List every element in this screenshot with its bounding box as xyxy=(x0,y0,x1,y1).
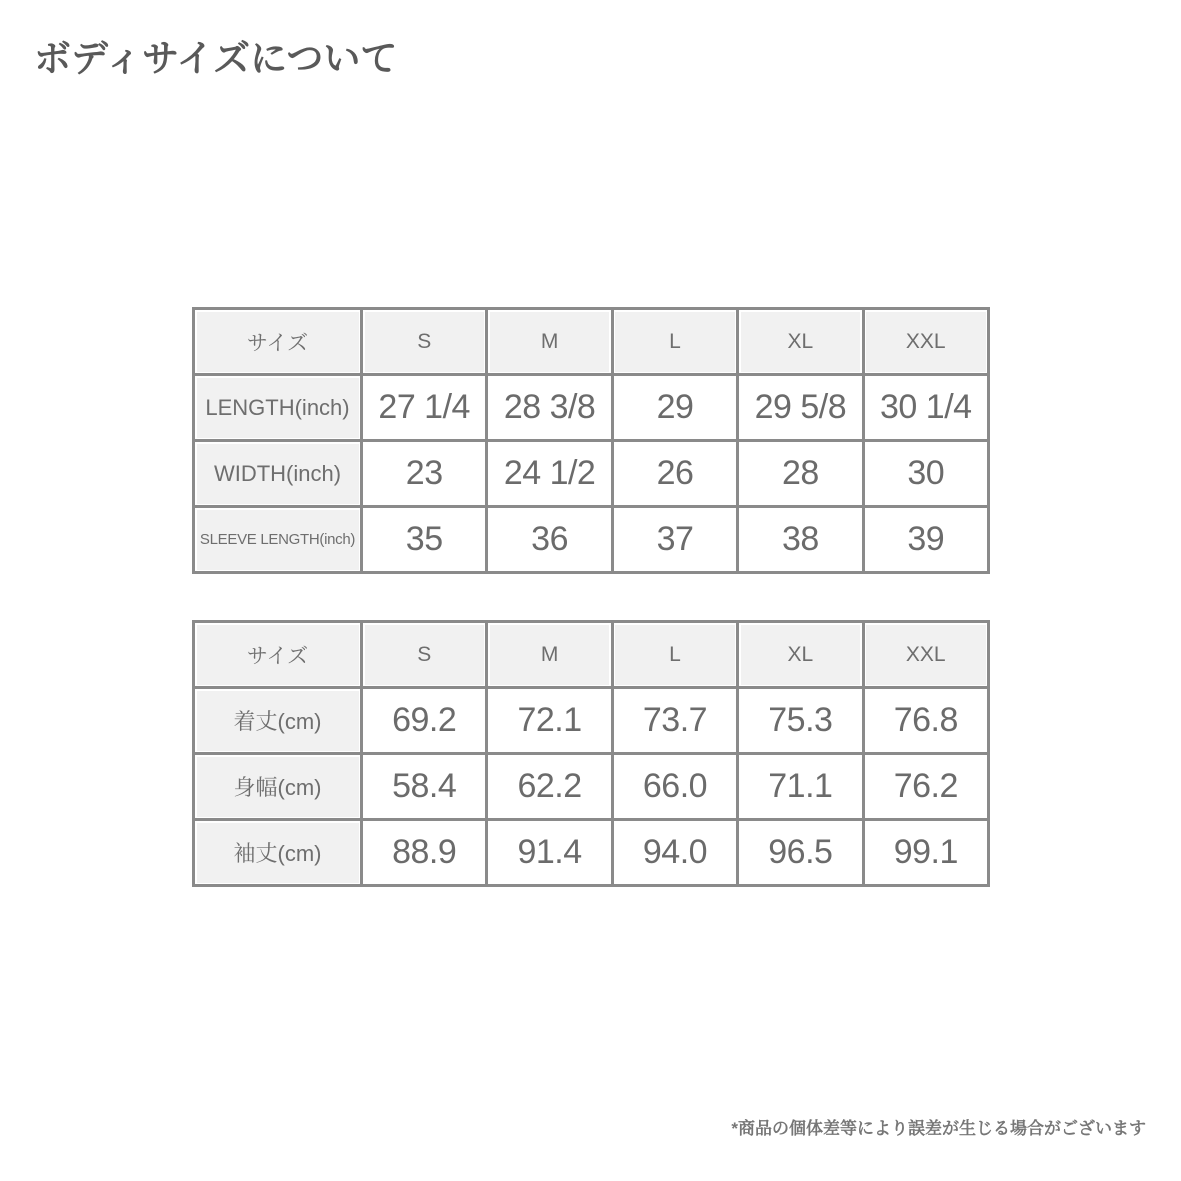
size-value: 28 xyxy=(738,441,863,507)
size-value: 94.0 xyxy=(612,820,737,886)
size-value: 71.1 xyxy=(738,754,863,820)
size-value: 35 xyxy=(362,507,487,573)
column-header: L xyxy=(612,309,737,375)
column-header: サイズ xyxy=(194,309,362,375)
row-label: LENGTH(inch) xyxy=(194,375,362,441)
size-value: 38 xyxy=(738,507,863,573)
column-header: XL xyxy=(738,622,863,688)
row-label: 身幅(cm) xyxy=(194,754,362,820)
header-row xyxy=(194,622,989,688)
size-value: 36 xyxy=(487,507,612,573)
footnote: *商品の個体差等により誤差が生じる場合がございます xyxy=(731,1119,1146,1138)
row-label: WIDTH(inch) xyxy=(194,441,362,507)
size-value: 88.9 xyxy=(362,820,487,886)
row-label: SLEEVE LENGTH(inch) xyxy=(194,507,362,573)
table-row xyxy=(194,375,989,441)
size-table-inch xyxy=(192,307,990,574)
size-value: 76.2 xyxy=(863,754,988,820)
table-row xyxy=(194,688,989,754)
column-header: XL xyxy=(738,309,863,375)
size-value: 27 1/4 xyxy=(362,375,487,441)
column-header: M xyxy=(487,309,612,375)
size-value: 29 xyxy=(612,375,737,441)
size-value: 66.0 xyxy=(612,754,737,820)
size-value: 76.8 xyxy=(863,688,988,754)
table-row xyxy=(194,507,989,573)
column-header: L xyxy=(612,622,737,688)
size-value: 24 1/2 xyxy=(487,441,612,507)
size-value: 58.4 xyxy=(362,754,487,820)
size-value: 72.1 xyxy=(487,688,612,754)
size-value: 30 xyxy=(863,441,988,507)
table-row xyxy=(194,441,989,507)
size-value: 29 5/8 xyxy=(738,375,863,441)
column-header: S xyxy=(362,622,487,688)
size-value: 75.3 xyxy=(738,688,863,754)
table-row xyxy=(194,820,989,886)
column-header: サイズ xyxy=(194,622,362,688)
column-header: M xyxy=(487,622,612,688)
header-row xyxy=(194,309,989,375)
size-value: 91.4 xyxy=(487,820,612,886)
row-label: 着丈(cm) xyxy=(194,688,362,754)
size-value: 39 xyxy=(863,507,988,573)
size-value: 26 xyxy=(612,441,737,507)
size-value: 99.1 xyxy=(863,820,988,886)
page-title: ボディサイズについて xyxy=(34,38,398,79)
size-value: 37 xyxy=(612,507,737,573)
size-value: 96.5 xyxy=(738,820,863,886)
size-value: 62.2 xyxy=(487,754,612,820)
row-label: 袖丈(cm) xyxy=(194,820,362,886)
table-row xyxy=(194,754,989,820)
size-table-cm xyxy=(192,620,990,887)
column-header: S xyxy=(362,309,487,375)
size-value: 73.7 xyxy=(612,688,737,754)
column-header: XXL xyxy=(863,309,988,375)
size-value: 23 xyxy=(362,441,487,507)
size-value: 69.2 xyxy=(362,688,487,754)
size-value: 30 1/4 xyxy=(863,375,988,441)
size-value: 28 3/8 xyxy=(487,375,612,441)
column-header: XXL xyxy=(863,622,988,688)
